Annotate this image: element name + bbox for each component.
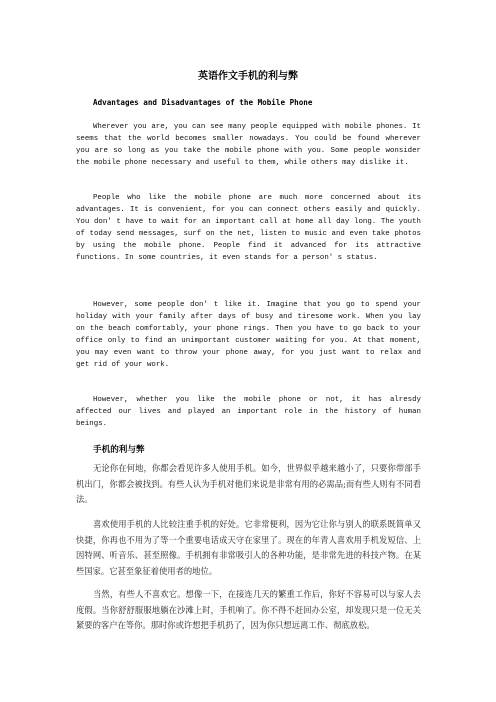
english-paragraph-1: Wherever you are, you can see many people equipped with mobile phones. It seems that the world becomes smaller nowadays. You could be found wherever you are so long as you take the mobile phone with you. Some people wonsider the mobile phone necessary and useful to them, while others may dislike it. (76, 123, 421, 167)
english-paragraph-3: However, some people don' t like it. Imagine that you go to spend your holiday with your family after days of busy and tiresome work. When you lay on the beach comfortably, your phone rings. Then you have to go back to your office only to find an unimportant customer waiting for you. At that moment, you may even want to throw your phone away, for you just want to relax and get rid of your work. (76, 301, 421, 369)
chinese-paragraph-2: 喜欢使用手机的人比较注重手机的好处。它非常便利，因为它让你与别人的联系既简单又快捷，你再也不用为了等一个重要电话成天守在家里了。现在的年青人喜欢用手机发短信、上因特网、听音乐、甚至照像。手机拥有非常吸引人的各种功能，是非常先进的科技产物。在某些国家。它甚至象征着使用者的地位。 (76, 519, 421, 576)
chinese-heading: 手机的利与弊 (93, 445, 145, 455)
document-title: 英语作文手机的利与弊 (198, 71, 298, 82)
chinese-paragraph-1: 无论你在何地，你都会看见许多人使用手机。如今，世界似乎越来越小了，只要你带部手机出门，你都会被找到。有些人认为手机对他们来说是非常有用的必需品;而有些人则有不同看法。 (76, 463, 421, 504)
english-paragraph-2: People who like the mobile phone are much more concerned about its advantages. It is convenient, for you can connect others easily and quickly. You don' t have to wait for an important call at home all day long. The youth of today send messages, surf on the net, listen to music and even take photos by using the mobile phone. People find it advanced for its attractive functions. In some countries, it even stands for a person' s status. (76, 194, 421, 262)
english-paragraph-4: However, whether you like the mobile phone or not, it has alresdy affected our lives and played an important role in the history of human beings. (76, 396, 421, 428)
chinese-paragraph-3: 当然，有些人不喜欢它。想像一下，在接连几天的繁重工作后，你好不容易可以与家人去度假。当你舒舒服服地躺在沙滩上时，手机响了。你不得不赶回办公室，却发现只是一位无关紧要的客户在等你。那时你或许想把手机扔了，因为你只想远离工作、彻底放松。 (76, 589, 421, 630)
english-heading: Advantages and Disadvantages of the Mobile Phone (93, 98, 313, 107)
